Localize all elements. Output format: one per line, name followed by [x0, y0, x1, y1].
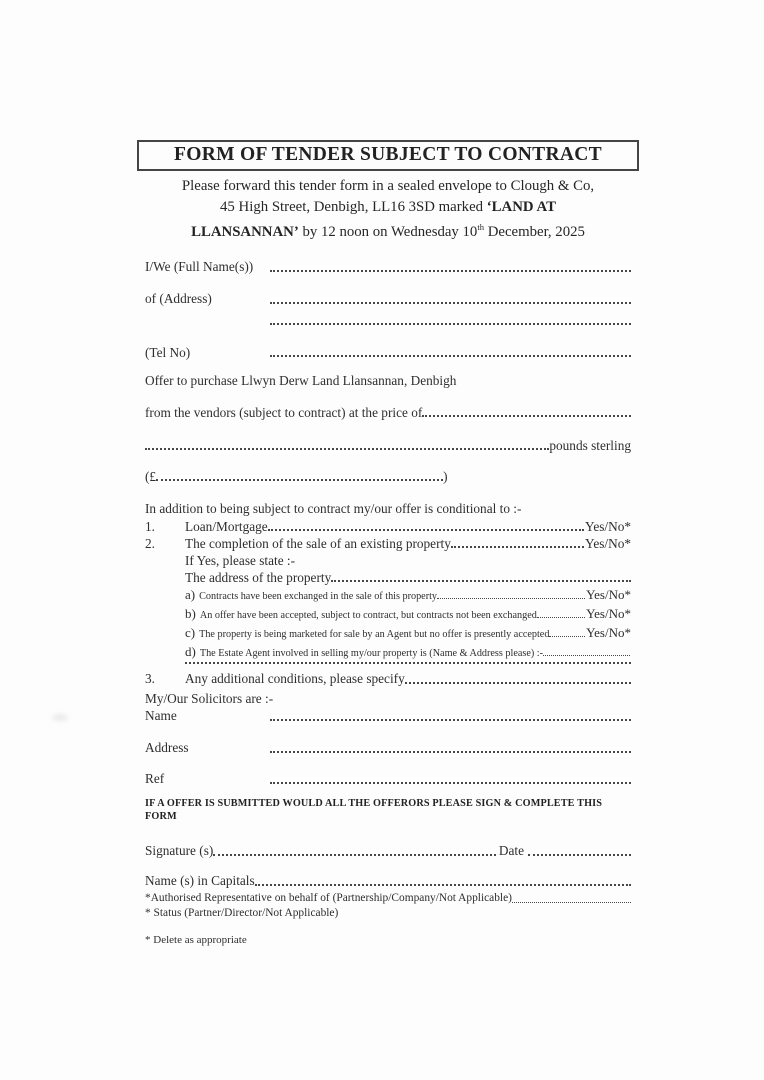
buyer-address-continuation-row [145, 323, 631, 329]
form-title: FORM OF TENDER SUBJECT TO CONTRACT [174, 144, 602, 165]
solicitor-name-row [145, 707, 631, 724]
buyer-address-label: of (Address) [145, 291, 212, 307]
offer-price-fill-line-2 [145, 437, 549, 451]
condition-2-label: The completion of the sale of an existing property [185, 535, 451, 551]
condition-2d-text: The Estate Agent involved in selling my/our property is (Name & Address please) :- [199, 647, 544, 659]
condition-2c-fill-line [549, 636, 585, 637]
solicitor-address-label: Address [145, 740, 189, 756]
date-label: Date [498, 843, 524, 859]
condition-2-row [145, 535, 631, 552]
solicitor-name-fill-line [270, 707, 631, 721]
solicitors-heading: My/Our Solicitors are :- [145, 691, 274, 707]
condition-2-fill-line [451, 535, 584, 549]
pounds-sterling-label: pounds sterling [549, 437, 631, 453]
offer-price-text: from the vendors (subject to contract) at the price of [145, 404, 423, 420]
condition-3-fill-line [405, 670, 631, 684]
currency-open-paren: (£ [145, 468, 157, 484]
condition-1-fill-line [268, 518, 584, 532]
status-row [145, 906, 631, 921]
condition-2b-answer: Yes/No* [586, 605, 631, 621]
solicitor-address-row [145, 739, 631, 756]
buyer-address-fill-line-1 [270, 290, 631, 304]
name-in-capitals-fill-line [255, 872, 631, 886]
buyer-address-fill-line-2 [270, 323, 631, 325]
full-name-label: I/We (Full Name(s)) [145, 259, 254, 275]
condition-2-number: 2. [145, 535, 155, 551]
signature-label: Signature (s) [145, 843, 214, 859]
condition-1-label: Loan/Mortgage [185, 518, 268, 534]
form-content [145, 140, 631, 948]
condition-2b-fill-line [537, 617, 585, 618]
condition-1-answer: Yes/No* [585, 518, 631, 534]
condition-2b-row [185, 605, 631, 624]
forwarding-instructions-line-2: 45 High Street, Denbigh, LL16 3SD marked ‘LAND AT [220, 198, 556, 215]
condition-2a-letter: a) [185, 586, 196, 602]
full-name-fill-line [270, 258, 631, 272]
condition-2c-letter: c) [185, 624, 196, 640]
authorised-representative-label: *Authorised Representative on behalf of (Partnership/Company/Not Applicable) [145, 892, 512, 905]
if-yes-text: If Yes, please state :- [185, 552, 296, 568]
condition-2a-row [185, 586, 631, 605]
sign-notice-row [145, 797, 631, 823]
price-figures-row [145, 468, 631, 485]
marked-land-at-bold: ‘LAND AT [486, 198, 556, 215]
delete-footnote-text: * Delete as appropriate [145, 934, 247, 947]
condition-2a-text: Contracts have been exchanged in the sale of this property [199, 590, 438, 602]
scan-smudge-artifact [52, 714, 68, 721]
estate-agent-fill-line [185, 662, 631, 664]
sign-notice-text: IF A OFFER IS SUBMITTED WOULD ALL THE OFFERORS PLEASE SIGN & COMPLETE THIS FORM [145, 798, 603, 823]
forwarding-instructions [145, 176, 631, 242]
condition-3-label: Any additional conditions, please specify [185, 671, 405, 687]
telephone-row [145, 344, 631, 361]
condition-2a-answer: Yes/No* [586, 586, 631, 602]
if-yes-row [185, 552, 631, 569]
form-title-box [137, 140, 639, 171]
date-fill-line [528, 842, 631, 856]
full-name-row [145, 258, 631, 275]
solicitor-ref-label: Ref [145, 771, 165, 787]
status-label: * Status (Partner/Director/Not Applicable) [145, 907, 339, 920]
forwarding-instructions-line-3: LLANSANNAN’ by 12 noon on Wednesday 10th December, 2025 [191, 222, 585, 240]
condition-3-row [145, 670, 631, 687]
delete-footnote-row [145, 933, 631, 948]
solicitor-ref-row [145, 770, 631, 787]
currency-close-paren: ) [443, 468, 448, 484]
estate-agent-fill-line-row [185, 662, 631, 668]
ordinal-superscript: th [477, 222, 485, 232]
condition-3-number: 3. [145, 671, 155, 687]
offer-price-fill-line-1 [422, 404, 631, 418]
property-address-row [185, 569, 631, 586]
property-address-fill-line [331, 569, 631, 583]
offer-property-row [145, 372, 631, 389]
pounds-sterling-row [145, 437, 631, 454]
offer-price-row [145, 404, 631, 421]
conditions-intro-row [145, 500, 631, 517]
name-in-capitals-row [145, 872, 631, 889]
condition-1-number: 1. [145, 518, 155, 534]
name-in-capitals-label: Name (s) in Capitals [145, 873, 255, 889]
condition-2a-fill-line [437, 598, 585, 599]
solicitor-address-fill-line [270, 739, 631, 753]
condition-2c-answer: Yes/No* [586, 624, 631, 640]
authorised-representative-row [145, 891, 631, 906]
price-figures-fill-line [156, 468, 443, 482]
buyer-address-row [145, 290, 631, 307]
condition-2c-text: The property is being marketed for sale by an Agent but no offer is presently accepted [199, 628, 550, 640]
solicitor-ref-fill-line [270, 770, 631, 784]
solicitor-name-label: Name [145, 708, 177, 724]
condition-2c-row [185, 624, 631, 643]
condition-2b-letter: b) [185, 605, 196, 621]
llansannan-bold: LLANSANNAN’ [191, 223, 299, 240]
authorised-representative-fill-line [512, 891, 631, 903]
condition-1-row [145, 518, 631, 535]
solicitors-heading-row [145, 690, 631, 707]
condition-2-answer: Yes/No* [585, 535, 631, 551]
condition-2b-text: An offer have been accepted, subject to contract, but contracts not been exchanged [199, 609, 537, 621]
telephone-fill-line [270, 344, 631, 358]
property-address-label: The address of the property [185, 569, 332, 585]
signature-fill-line [213, 842, 496, 856]
telephone-label: (Tel No) [145, 344, 191, 360]
forwarding-instructions-line-1: Please forward this tender form in a sealed envelope to Clough & Co, [181, 178, 595, 194]
condition-2d-letter: d) [185, 643, 196, 659]
conditions-intro-text: In addition to being subject to contract my/our offer is conditional to :- [145, 500, 522, 516]
condition-2d-fill-line [543, 655, 630, 656]
signature-row [145, 842, 631, 859]
offer-property-text: Offer to purchase Llwyn Derw Land Llansannan, Denbigh [145, 372, 457, 388]
condition-2d-row [185, 643, 631, 662]
